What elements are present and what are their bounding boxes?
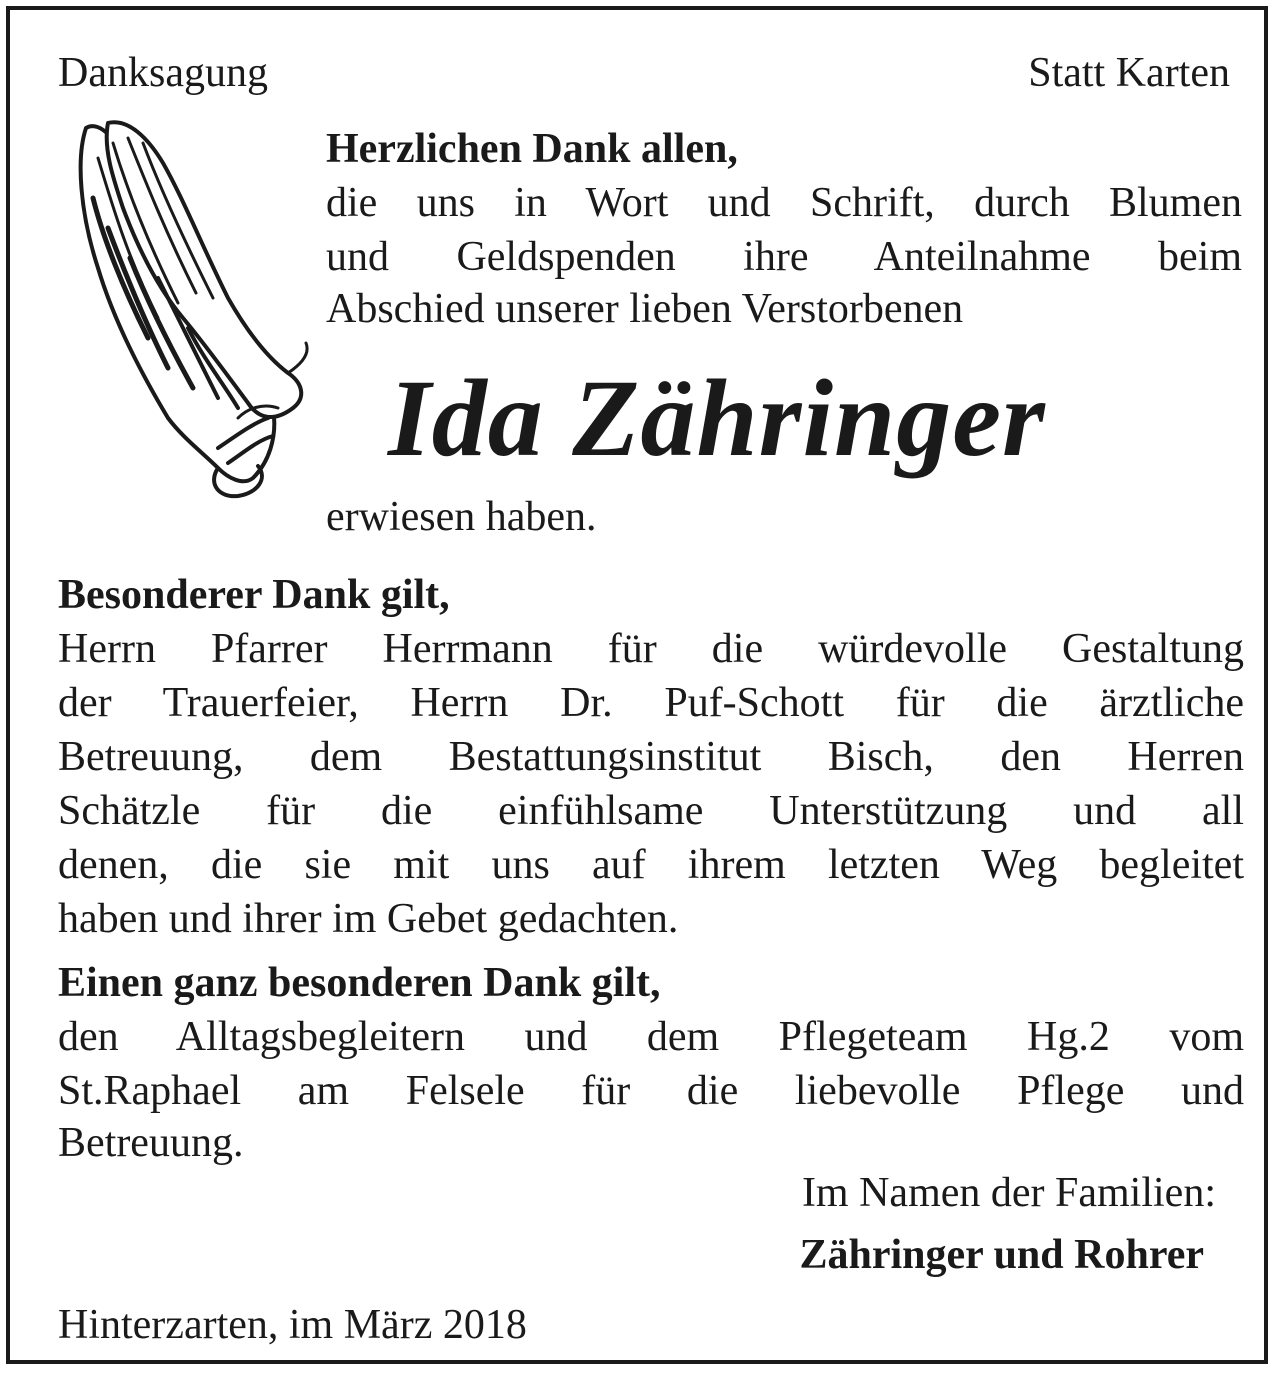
- header-right-label: Statt Karten: [1028, 50, 1230, 96]
- header-left-label: Danksagung: [58, 50, 268, 96]
- place-date: Hinterzarten, im März 2018: [58, 1302, 527, 1348]
- obituary-card: [6, 6, 1268, 1364]
- intro-line: die uns in Wort und Schrift, durch Blumen: [326, 180, 1242, 226]
- deceased-name: Ida Zähringer: [388, 357, 1046, 479]
- special-thanks-line: der Trauerfeier, Herrn Dr. Puf-Schott für die ärztliche: [58, 680, 1244, 726]
- very-special-thanks-heading: Einen ganz besonderen Dank gilt,: [58, 960, 661, 1006]
- special-thanks-line: denen, die sie mit uns auf ihrem letzten Weg begleitet: [58, 842, 1244, 888]
- special-thanks-line: Schätzle für die einfühlsame Unterstützung und all: [58, 788, 1244, 834]
- intro-heading: Herzlichen Dank allen,: [326, 126, 738, 172]
- special-thanks-line: haben und ihrer im Gebet gedachten.: [58, 896, 679, 942]
- special-thanks-line: Herrn Pfarrer Herrmann für die würdevolle Gestaltung: [58, 626, 1244, 672]
- very-special-thanks-line: St.Raphael am Felsele für die liebevolle Pflege und: [58, 1068, 1244, 1114]
- very-special-thanks-line: Betreuung.: [58, 1120, 244, 1166]
- intro-line: und Geldspenden ihre Anteilnahme beim: [326, 234, 1242, 280]
- signature-families: Zähringer und Rohrer: [799, 1232, 1204, 1278]
- signature-intro: Im Namen der Familien:: [801, 1170, 1216, 1216]
- special-thanks-heading: Besonderer Dank gilt,: [58, 572, 450, 618]
- intro-closing: erwiesen haben.: [326, 494, 597, 540]
- special-thanks-line: Betreuung, dem Bestattungsinstitut Bisch, den Herren: [58, 734, 1244, 780]
- intro-line: Abschied unserer lieben Verstorbenen: [326, 286, 964, 332]
- very-special-thanks-line: den Alltagsbegleitern und dem Pflegeteam Hg.2 vom: [58, 1014, 1244, 1060]
- praying-hands-icon: [68, 118, 313, 503]
